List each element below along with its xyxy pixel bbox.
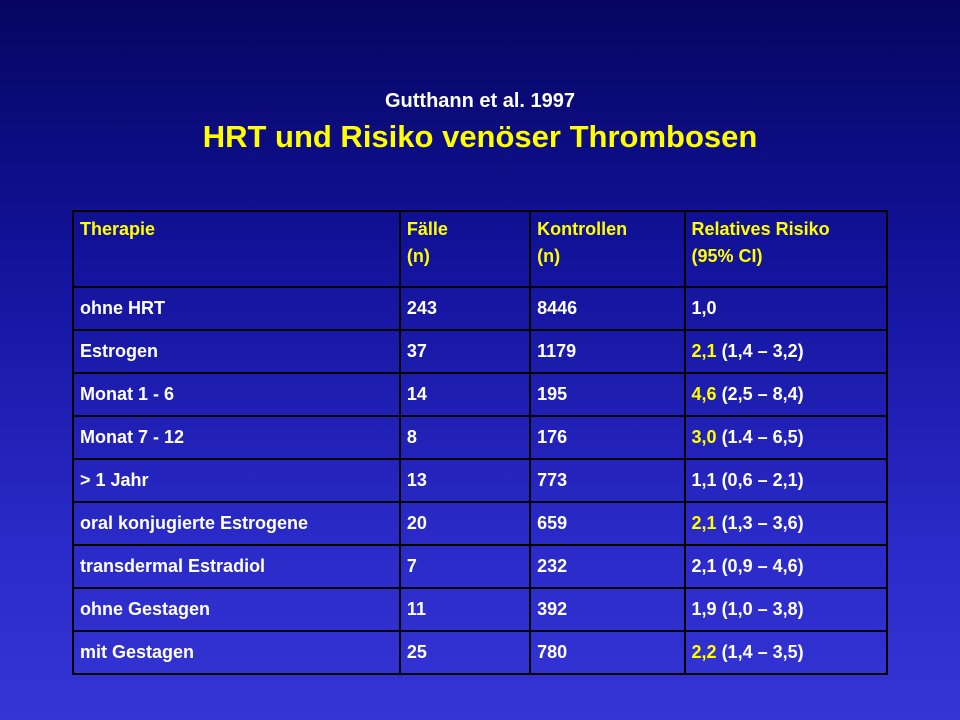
header-rr-line1: Relatives Risiko [691, 219, 830, 239]
table-row [73, 330, 887, 373]
rr-confidence-interval: (2,5 – 8,4) [716, 384, 804, 404]
cell-therapie: ohne Gestagen [73, 588, 400, 631]
risk-table [72, 210, 888, 675]
rr-value: 1,0 [691, 298, 717, 318]
cell-therapie: ohne HRT [73, 287, 400, 330]
cell-relatives-risiko [685, 287, 887, 330]
cell-kontrollen: 232 [530, 545, 684, 588]
slide-subtitle: Gutthann et al. 1997 [384, 90, 576, 112]
cell-therapie: oral konjugierte Estrogene [73, 502, 400, 545]
header-relatives-risiko [685, 211, 887, 287]
table-row [73, 502, 887, 545]
cell-faelle: 7 [400, 545, 530, 588]
cell-faelle: 11 [400, 588, 530, 631]
header-kontrollen-line2: (n) [537, 246, 561, 266]
rr-value: 2,2 [691, 642, 717, 662]
cell-faelle: 8 [400, 416, 530, 459]
rr-confidence-interval: (1,0 – 3,8) [716, 599, 804, 619]
cell-faelle: 13 [400, 459, 530, 502]
cell-therapie: > 1 Jahr [73, 459, 400, 502]
rr-value: 2,1 [691, 341, 717, 361]
cell-kontrollen: 176 [530, 416, 684, 459]
cell-faelle: 14 [400, 373, 530, 416]
rr-value: 4,6 [691, 384, 717, 404]
rr-value: 1,9 [691, 599, 717, 619]
cell-relatives-risiko [685, 631, 887, 674]
table-row [73, 287, 887, 330]
header-therapie [73, 211, 400, 287]
cell-relatives-risiko [685, 588, 887, 631]
cell-relatives-risiko [685, 545, 887, 588]
table-row [73, 545, 887, 588]
table-row [73, 588, 887, 631]
rr-value: 2,1 [691, 556, 717, 576]
cell-kontrollen: 659 [530, 502, 684, 545]
cell-faelle: 25 [400, 631, 530, 674]
cell-therapie: transdermal Estradiol [73, 545, 400, 588]
header-kontrollen [530, 211, 684, 287]
cell-relatives-risiko [685, 330, 887, 373]
cell-faelle: 243 [400, 287, 530, 330]
table-row [73, 373, 887, 416]
cell-therapie: Monat 7 - 12 [73, 416, 400, 459]
rr-confidence-interval: (1.4 – 6,5) [716, 427, 804, 447]
rr-confidence-interval: (1,4 – 3,2) [716, 341, 804, 361]
cell-relatives-risiko [685, 502, 887, 545]
cell-faelle: 37 [400, 330, 530, 373]
table-row [73, 459, 887, 502]
cell-therapie: Monat 1 - 6 [73, 373, 400, 416]
cell-kontrollen: 773 [530, 459, 684, 502]
table-header-row [73, 211, 887, 287]
header-faelle [400, 211, 530, 287]
header-kontrollen-line1: Kontrollen [537, 219, 628, 239]
rr-value: 1,1 [691, 470, 717, 490]
cell-faelle: 20 [400, 502, 530, 545]
cell-relatives-risiko [685, 459, 887, 502]
rr-confidence-interval: (0,9 – 4,6) [716, 556, 804, 576]
header-faelle-line2: (n) [406, 246, 430, 266]
cell-kontrollen: 8446 [530, 287, 684, 330]
header-rr-line2: (95% CI) [691, 246, 763, 266]
header-therapie-line1: Therapie [80, 219, 156, 239]
rr-confidence-interval: (1,4 – 3,5) [716, 642, 804, 662]
rr-confidence-interval: (0,6 – 2,1) [716, 470, 804, 490]
header-faelle-line1: Fälle [406, 219, 448, 239]
rr-confidence-interval: (1,3 – 3,6) [716, 513, 804, 533]
cell-therapie: mit Gestagen [73, 631, 400, 674]
cell-kontrollen: 392 [530, 588, 684, 631]
rr-value: 3,0 [691, 427, 717, 447]
table-row [73, 416, 887, 459]
cell-relatives-risiko [685, 373, 887, 416]
slide-title: HRT und Risiko venöser Thrombosen [202, 119, 758, 154]
rr-value: 2,1 [691, 513, 717, 533]
cell-kontrollen: 1179 [530, 330, 684, 373]
cell-kontrollen: 780 [530, 631, 684, 674]
cell-kontrollen: 195 [530, 373, 684, 416]
cell-therapie: Estrogen [73, 330, 400, 373]
table-row [73, 631, 887, 674]
cell-relatives-risiko [685, 416, 887, 459]
